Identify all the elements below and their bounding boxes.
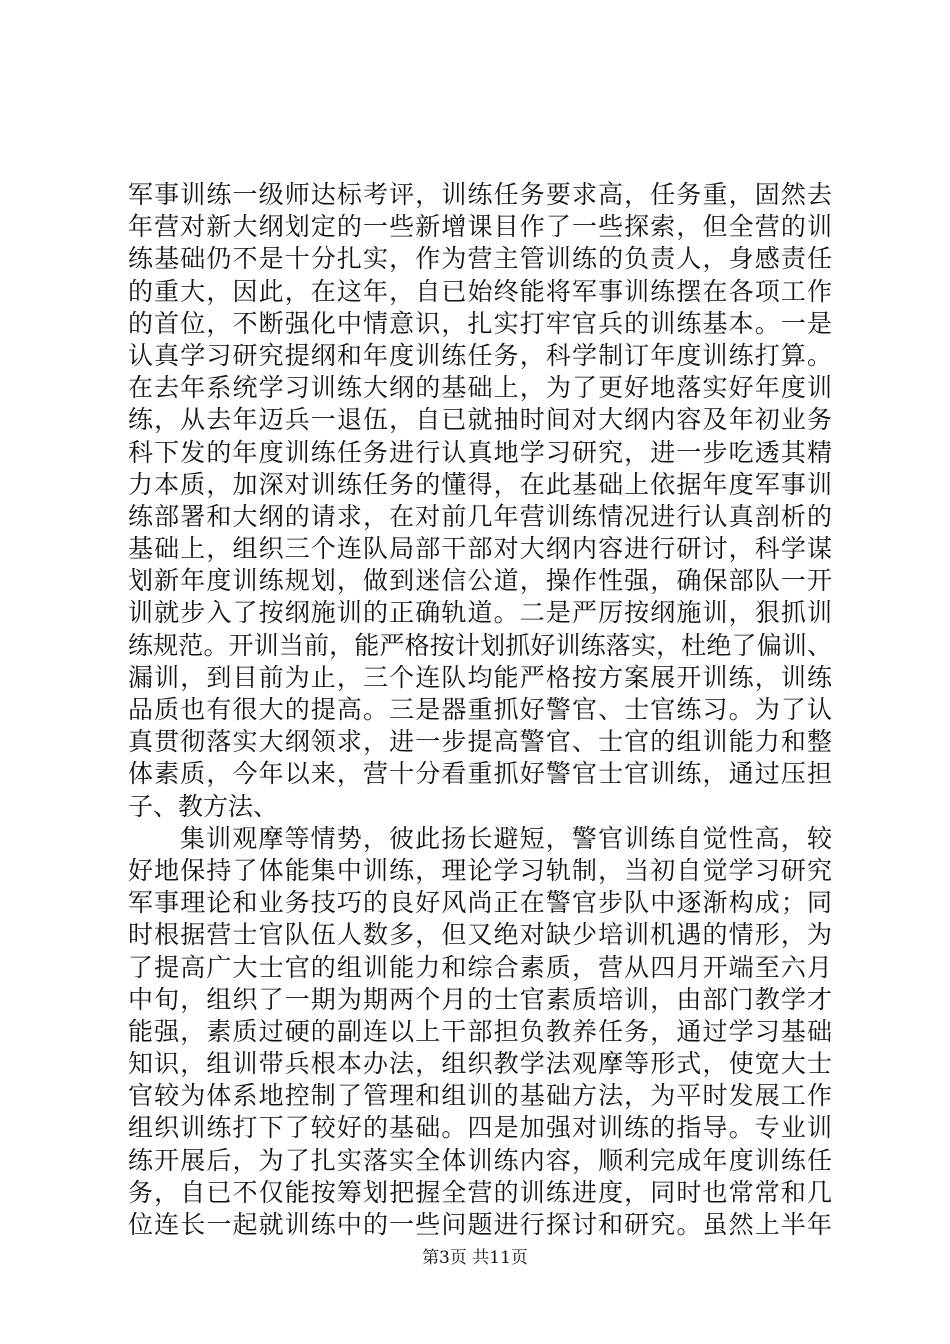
text-line: 基础上，组织三个连队局部干部对大纲内容进行研讨，科学谋 [128, 534, 832, 564]
text-line: 的首位，不断强化中情意识，扎实打牢官兵的训练基本。一是 [128, 308, 832, 338]
text-line: 位连长一起就训练中的一些问题进行探讨和研究。虽然上半年 [128, 1210, 832, 1239]
text-line: 组织训练打下了较好的基础。四是加强对训练的指导。专业训 [128, 1113, 832, 1143]
text-line: 的重大，因此，在这年，自已始终能将军事训练摆在各项工作 [128, 276, 832, 306]
text-line: 体素质，今年以来，营十分看重抓好警官士官训练，通过压担 [128, 759, 832, 789]
text-line: 划新年度训练规划，做到迷信公道，操作性强，确保部队一开 [128, 566, 832, 596]
text-line: 练开展后，为了扎实落实全体训练内容，顺利完成年度训练任 [128, 1145, 832, 1175]
text-line: 军事训练一级师达标考评，训练任务要求高，任务重，固然去 [128, 180, 832, 209]
text-line: 漏训，到目前为止，三个连队均能严格按方案展开训练，训练 [128, 662, 832, 692]
text-line: 官较为体系地控制了管理和组训的基础方法，为平时发展工作 [128, 1081, 832, 1111]
text-line: 练部署和大纲的请求，在对前几年营训练情况进行认真剖析的 [128, 501, 832, 531]
document-body [128, 179, 832, 1241]
page-footer [0, 1248, 950, 1268]
text-line: 训就步入了按纲施训的正确轨道。二是严厉按纲施训，狠抓训 [128, 598, 832, 628]
text-line: 认真学习研究提纲和年度训练任务，科学制订年度训练打算。 [128, 340, 832, 370]
text-line: 科下发的年度训练任务进行认真地学习研究，进一步吃透其精 [128, 437, 832, 467]
text-line: 真贯彻落实大纲领求，进一步提高警官、士官的组训能力和整 [128, 727, 832, 757]
text-line: 品质也有很大的提高。三是器重抓好警官、士官练习。为了认 [128, 695, 832, 724]
text-line: 中旬，组织了一期为期两个月的士官素质培训，由部门教学才 [128, 984, 832, 1014]
paragraph-1 [128, 179, 832, 823]
text-line: 知识，组训带兵根本办法，组织教学法观摩等形式，使宽大士 [128, 1049, 832, 1079]
text-line: 好地保持了体能集中训练，理论学习轨制，当初自觉学习研究 [128, 855, 832, 885]
text-line: 务，自已不仅能按筹划把握全营的训练进度，同时也常常和几 [128, 1177, 832, 1207]
text-line: 了提高广大士官的组训能力和综合素质，营从四月开端至六月 [128, 952, 832, 982]
text-line: 集训观摩等情势，彼此扬长避短，警官训练自觉性高，较 [180, 823, 832, 853]
text-line: 练基础仍不是十分扎实，作为营主管训练的负责人，身感责任 [128, 244, 832, 274]
paragraph-2 [128, 823, 832, 1241]
text-line: 力本质，加深对训练任务的懂得，在此基础上依据年度军事训 [128, 469, 832, 499]
text-line: 练规范。开训当前，能严格按计划抓好训练落实，杜绝了偏训、 [128, 630, 832, 660]
text-line: 年营对新大纲划定的一些新增课目作了一些探索，但全营的训 [128, 212, 832, 242]
page-number-label: 第3页 共11页 [422, 1248, 528, 1268]
text-line: 子、教方法、 [128, 791, 279, 821]
text-line: 军事理论和业务技巧的良好风尚正在警官步队中逐渐构成；同 [128, 888, 832, 918]
text-line: 练，从去年迈兵一退伍，自已就抽时间对大纲内容及年初业务 [128, 405, 832, 435]
text-line: 能强，素质过硬的副连以上干部担负教养任务，通过学习基础 [128, 1016, 832, 1046]
text-line: 在去年系统学习训练大纲的基础上，为了更好地落实好年度训 [128, 373, 832, 403]
text-line: 时根据营士官队伍人数多，但又绝对缺少培训机遇的情形，为 [128, 920, 832, 950]
